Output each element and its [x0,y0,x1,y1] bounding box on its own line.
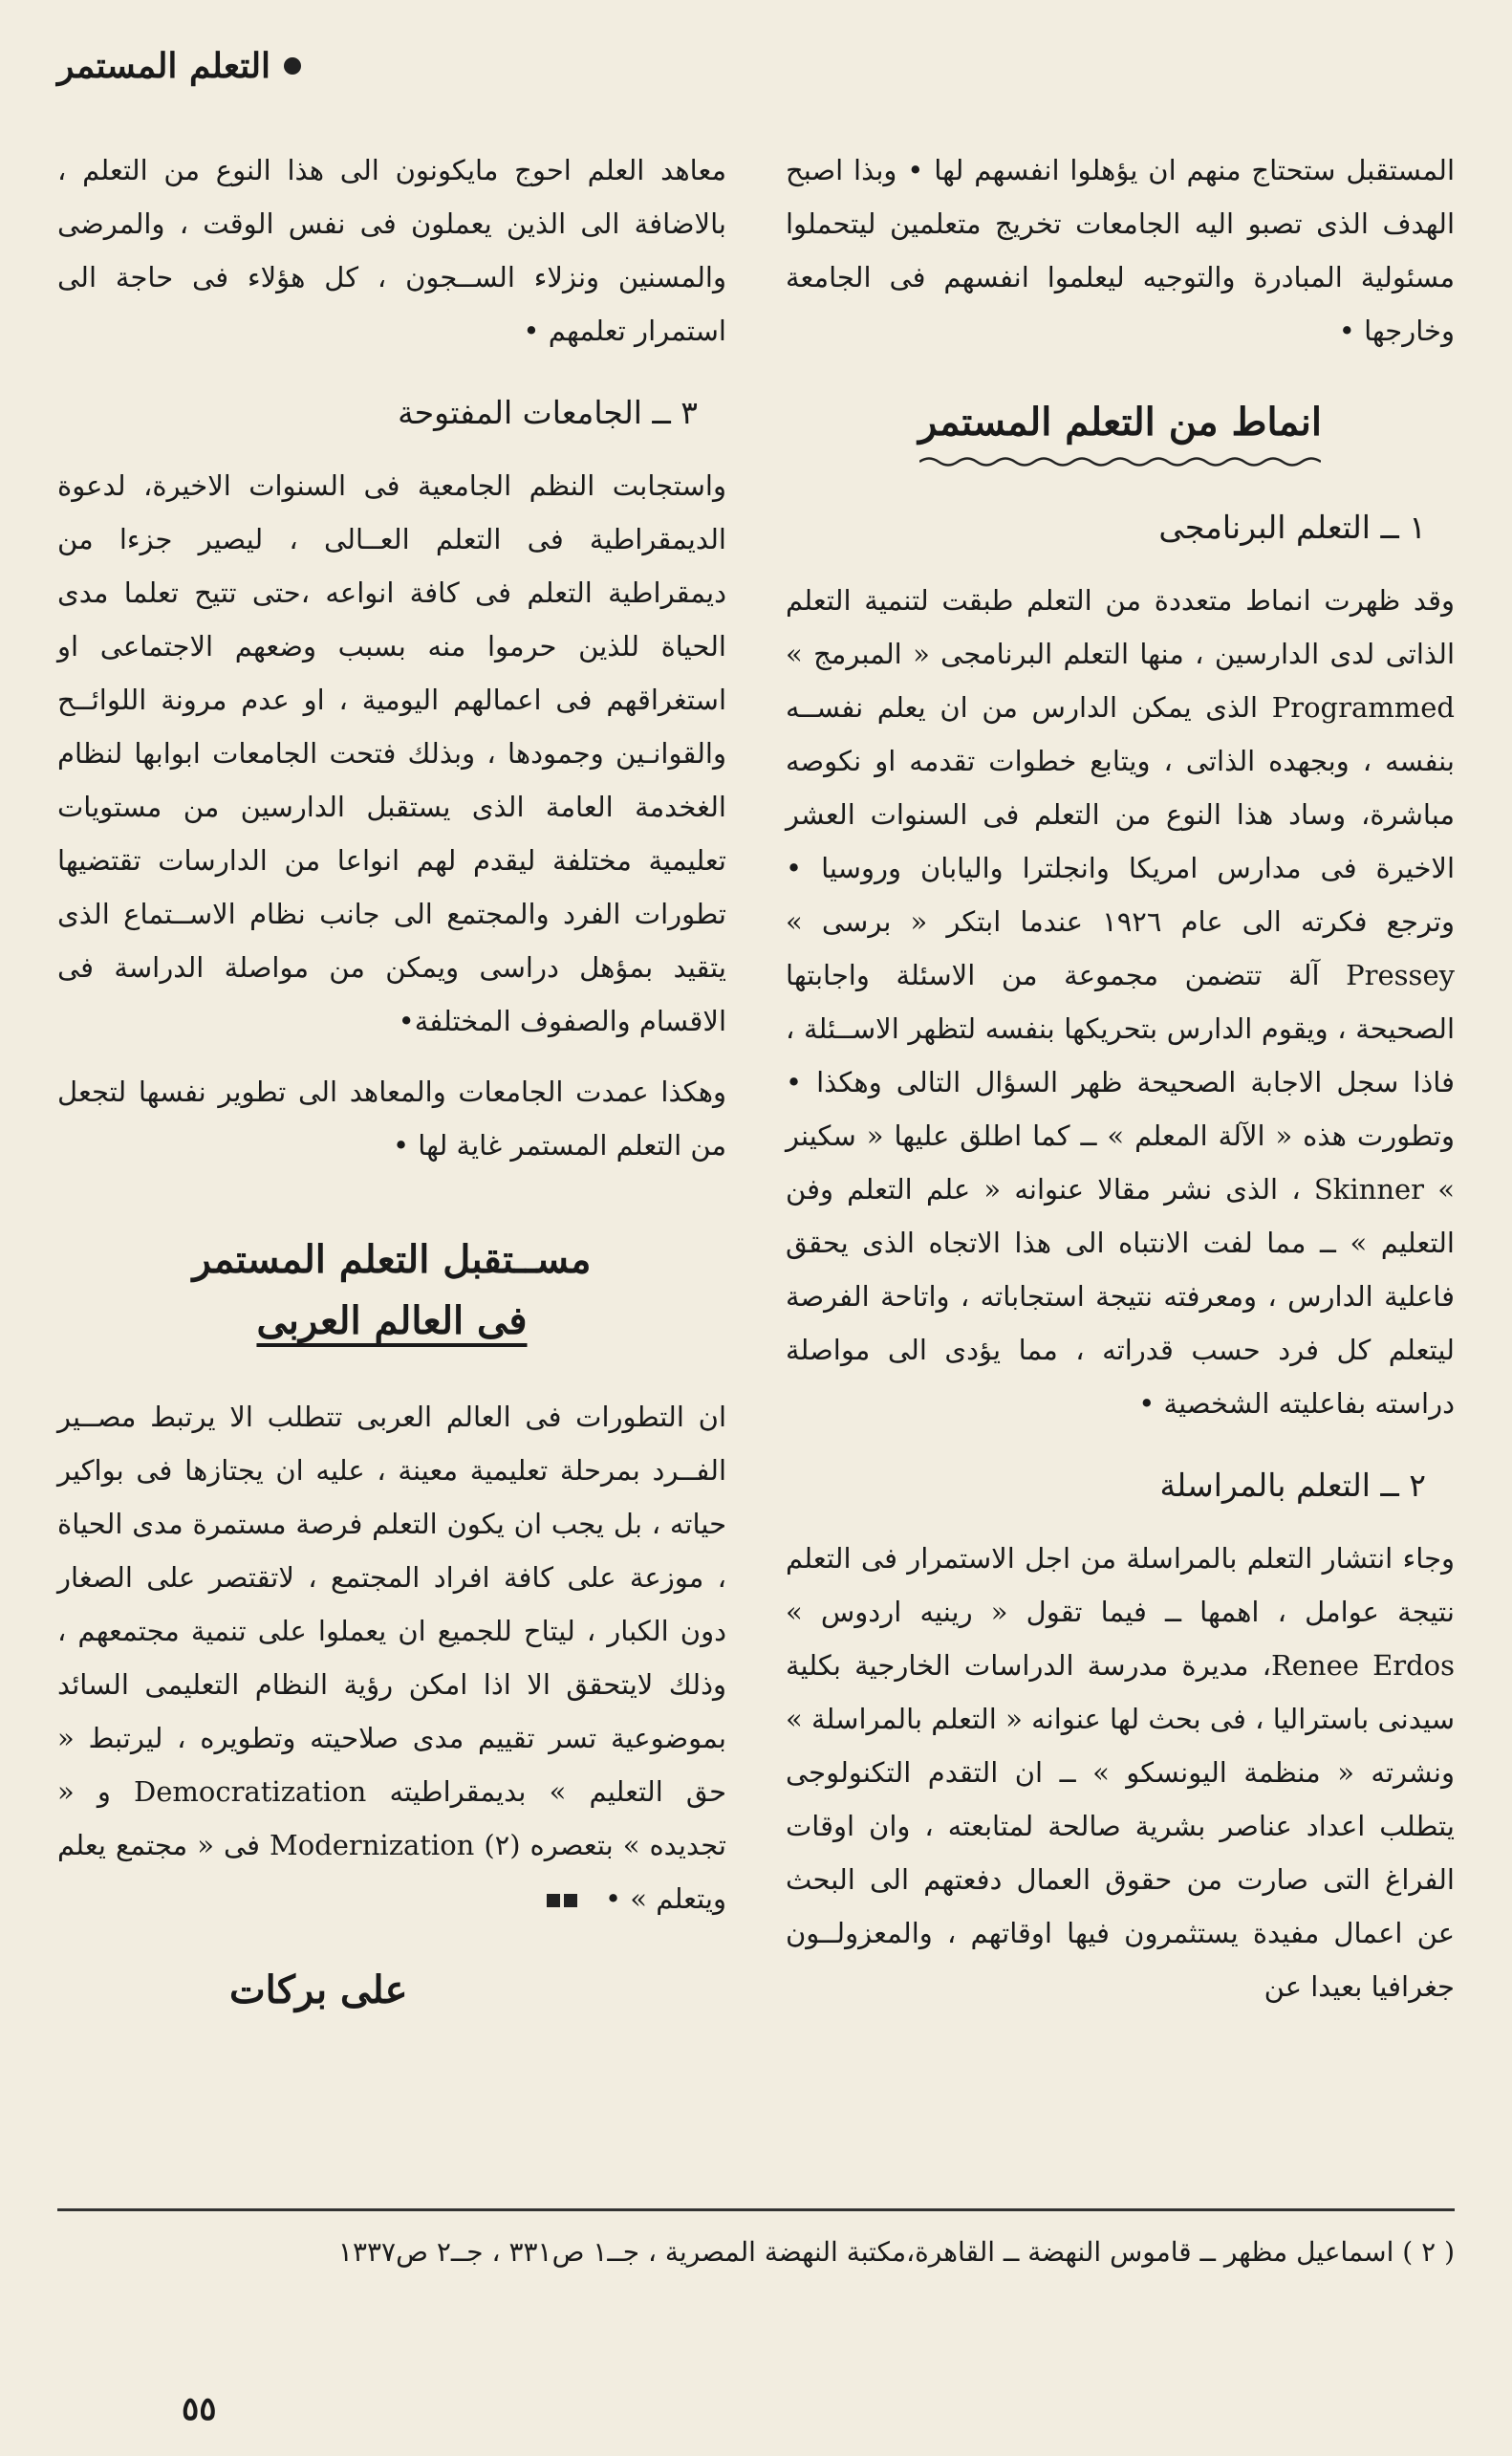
section-title-line: مســتقبل التعلم المستمر [192,1237,592,1282]
section-title [57,1229,726,1352]
left-column [57,143,726,2017]
bullet-icon [284,57,301,75]
paragraph: وجاء انتشار التعلم بالمراسلة من اجل الاستمرار فى التعلم نتيجة عوامل ، اهمها ــ فيما تقول « رينيه اردوس » Renee Erdos، مديرة مدرسة الدراسات الخارجية بكلية سيدنى باستراليا ، فى بحث لها عنوانه « التعلم بالمراسلة » ونشرته « منظمة اليونسكو » ــ ان التقدم التكنولوجى يتطلب اعداد عناصر بشرية صالحة لمتابعته ، وان اوقات الفراغ التى صارت من حقوق العمال دفعتهم الى البحث عن اعمال مفيدة يستثمرون فيها اوقاتهم ، والمعزولــون جغرافيا بعيدا عن [786,1542,1456,2003]
subheading: ٢ ــ التعلم بالمراسلة [1159,1467,1426,1504]
wavy-underline-icon [919,455,1321,468]
running-header [57,46,301,86]
paragraph: واستجابت النظم الجامعية فى السنوات الاخيرة، لدعوة الديمقراطية فى التعلم العــالى ، ليصير جزءا من ديمقراطية التعلم فى كافة انواعه ،حتى تتيح تعلما مدى الحياة للذين حرموا منه بسبب وضعهم الاجتماعى او استغراقهم فى اعمالهم اليومية ، او عدم مرونة اللوائــح والقوانـين وجمودها ، وبذلك فتحت الجامعات ابوابها لنظام الغخدمة العامة الذى يستقبل الدارسين من مستويات تعليمية مختلفة ليقدم لهم انواعا من الدارسات تقتضيها تطورات الفرد والمجتمع الى جانب نظام الاســتماع الذى يتقيد بمؤهل دراسى ويمكن من مواصلة الدراسة فى الاقسام والصفوف المختلفة• [57,469,726,1037]
author-name: على بركات [229,1967,408,2012]
footnote-divider [57,2208,1455,2211]
section-title-line: فى العالم العربى [256,1298,528,1343]
paragraph: وقد ظهرت انماط متعددة من التعلم طبقت لتنمية التعلم الذاتى لدى الدارسين ، منها التعلم البرنامجى « المبرمج » Programmed الذى يمكن الدارس من ان يعلم نفســه بنفسه ، وبجهده الذاتى ، ويتابع خطوات تقدمه او نكوصه مباشرة، وساد هذا النوع من التعلم فى السنوات العشر الاخيرة فى مدارس امريكا وانجلترا واليابان وروسيا • وترجع فكرته الى عام ١٩٢٦ عندما ابتكر « برسى » Pressey آلة تتضمن مجموعة من الاسئلة واجابتها الصحيحة ، ويقوم الدارس بتحريكها بنفسه لتظهر الاســئلة ، فاذا سجل الاجابة الصحيحة ظهر السؤال التالى وهكذا • وتطورت هذه « الآلة المعلم » ــ كما اطلق عليها « سكينر » Skinner ، الذى نشر مقالا عنوانه « علم التعلم وفن التعليم » ــ مما لفت الانتباه الى هذا الاتجاه الذى يحقق فاعلية الدارس ، ومعرفته نتيجة استجاباته ، واتاحة الفرصة ليتعلم كل فرد حسب قدراته ، مما يؤدى الى مواصلة دراسته بفاعليته الشخصية • [786,584,1455,1420]
paragraph: معاهد العلم احوج مايكونون الى هذا النوع من التعلم ، بالاضافة الى الذين يعملون فى نفس الوقت ، والمرضى والمسنين ونزلاء الســجون ، كل هؤلاء فى حاجة الى استمرار تعلمهم • [57,154,726,347]
paragraph: ان التطورات فى العالم العربى تتطلب الا يرتبط مصــير الفــرد بمرحلة تعليمية معينة ، عليه ان يجتازها فى بواكير حياته ، بل يجب ان يكون التعلم فرصة مستمرة مدى الحياة ، موزعة على كافة افراد المجتمع ، لاتقتصر على الصغار دون الكبار ، ليتاح للجميع ان يعملوا على تنمية مجتمعهم ، وذلك لايتحقق الا اذا امكن رؤية النظام التعليمى السائد بموضوعية تسر تقييم مدى صلاحيته وتطويره ، ليرتبط « حق التعليم » بديمقراطيته Democratization و « تجديده » بتعصره (٢) Modernization فى « مجتمع يعلم ويتعلم » • [57,1401,726,1915]
header-title: التعلم المستمر [57,46,271,86]
end-mark-icon [547,1894,577,1907]
subheading: ١ ــ التعلم البرنامجى [1158,509,1426,546]
paragraph: وهكذا عمدت الجامعات والمعاهد الى تطوير نفسها لتجعل من التعلم المستمر غاية لها • [57,1076,726,1162]
right-column [786,143,1455,2031]
subheading: ٣ ــ الجامعات المفتوحة [398,394,698,431]
footnote: ( ٢ ) اسماعيل مظهر ــ قاموس النهضة ــ القاهرة،مكتبة النهضة المصرية ، جــ١ ص٣٣١ ، جــ٢ ص١٣٣٧ [337,2236,1455,2268]
paragraph: المستقبل ستحتاج منهم ان يؤهلوا انفسهم لها • وبذا اصبح الهدف الذى تصبو اليه الجامعات تخريج متعلمين ليتحملوا مسئولية المبادرة والتوجيه ليعلموا انفسهم فى الجامعة وخارجها • [786,154,1455,347]
section-title: انماط من التعلم المستمر [786,396,1455,468]
page-number: ٥٥ [182,2390,217,2428]
